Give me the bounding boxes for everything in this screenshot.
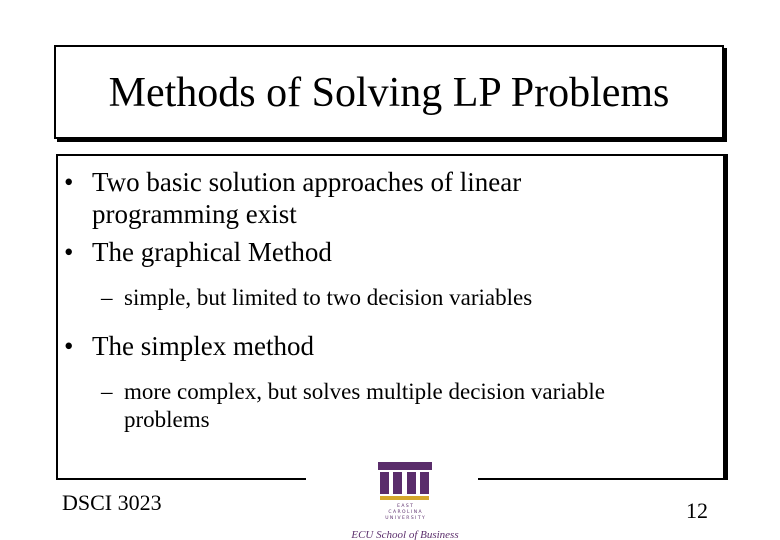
bullet-text: Two basic solution approaches of linear [92, 167, 522, 197]
frame-bottom-line-right [478, 478, 724, 480]
bullet-item [58, 330, 718, 362]
slide-title-box [54, 45, 724, 139]
course-label: DSCI 3023 [62, 490, 162, 515]
logo-caption: ECU School of Business [351, 529, 459, 540]
bullet-text: The graphical Method [92, 237, 332, 267]
slide-title: Methods of Solving LP Problems [108, 70, 670, 116]
bullet-item [58, 236, 718, 268]
bullet-marker: • [64, 237, 74, 267]
sub-bullet-item [58, 284, 718, 312]
page-number: 12 [686, 498, 708, 523]
university-logo [330, 460, 480, 540]
bullet-marker: • [64, 167, 74, 197]
bullet-text: The simplex method [92, 331, 314, 361]
bullet-list [58, 166, 718, 434]
svg-text:E A S T: E A S T [397, 504, 413, 509]
sub-bullet-continuation [58, 406, 718, 434]
logo-columns-icon [378, 462, 432, 500]
logo-wordmark [385, 503, 425, 521]
bullet-continuation [58, 198, 718, 230]
sub-bullet-text: problems [124, 407, 210, 432]
svg-text:C A R O L I N A: C A R O L I N A [388, 510, 422, 515]
bullet-item [58, 166, 718, 198]
sub-bullet-text: simple, but limited to two decision variables [124, 285, 533, 310]
sub-bullet-item [58, 378, 718, 406]
sub-bullet-marker: – [101, 285, 113, 310]
bullet-marker: • [64, 331, 74, 361]
slide-body-box [56, 154, 725, 480]
sub-bullet-text: more complex, but solves multiple decision variable [124, 379, 605, 404]
bullet-text: programming exist [92, 199, 297, 229]
sub-bullet-marker: – [101, 379, 113, 404]
frame-bottom-line-left [56, 478, 306, 480]
svg-text:U N I V E R S I T Y: U N I V E R S I T Y [385, 516, 425, 521]
